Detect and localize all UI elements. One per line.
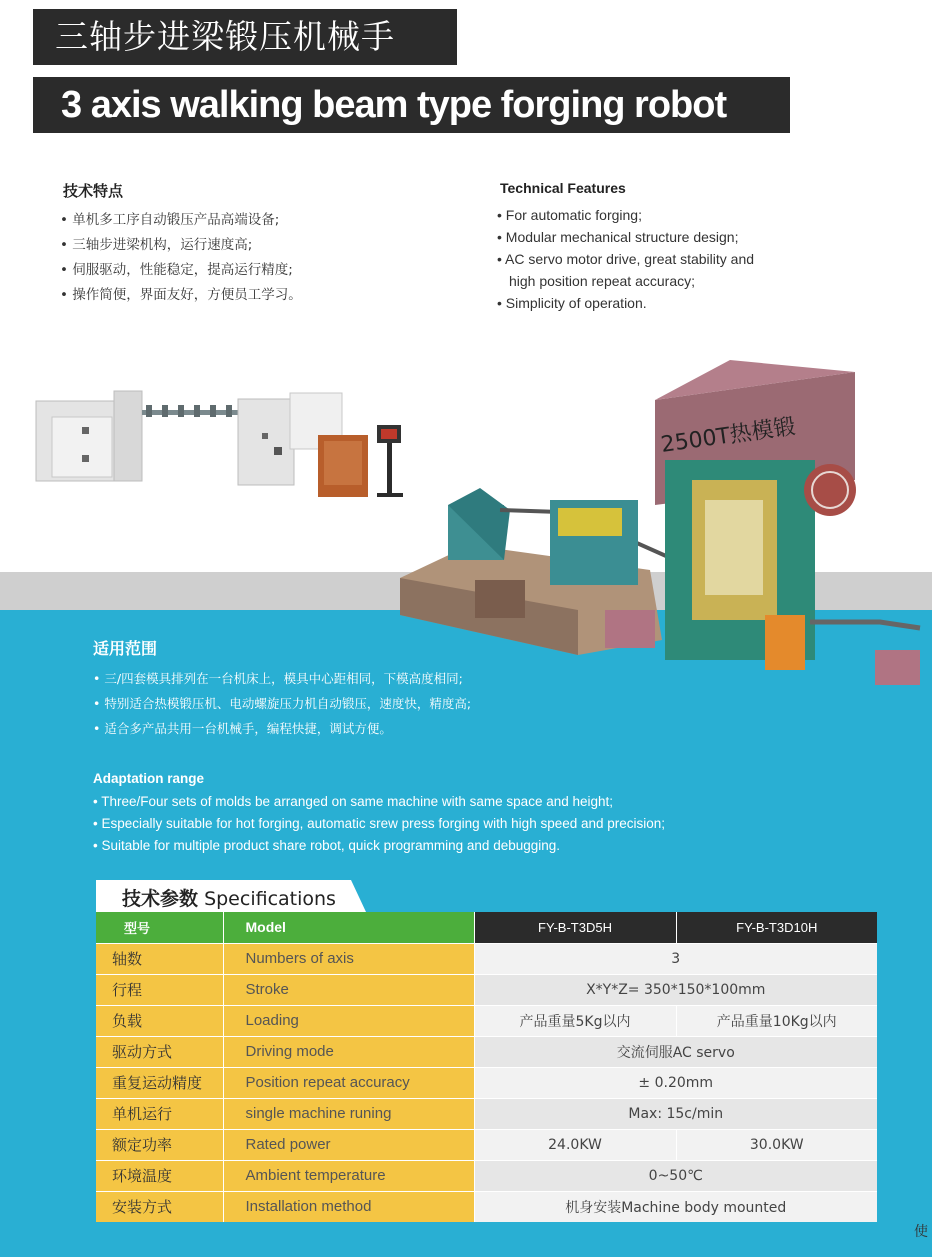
robot-line-illustration [34, 385, 414, 505]
row-value: ± 0.20mm [474, 1067, 877, 1098]
table-row [96, 974, 877, 1005]
row-key-en: Stroke [223, 974, 474, 1005]
table-row [96, 1129, 877, 1160]
header-model-1: FY-B-T3D5H [474, 912, 676, 943]
row-key-cn: 安装方式 [96, 1191, 223, 1222]
specs-title-en: Specifications [204, 888, 336, 910]
row-value: 机身安装Machine body mounted [474, 1191, 877, 1222]
features-cn-title: 技术特点 [63, 182, 124, 200]
page-title-en: 3 axis walking beam type forging robot [33, 77, 790, 133]
list-item: • AC servo motor drive, great stability and high position repeat accuracy; [497, 248, 759, 292]
specs-table [96, 912, 877, 1222]
press-label: 2500T热模锻 [659, 414, 797, 458]
features-en-title: Technical Features [500, 180, 626, 196]
list-item: • 特别适合热模锻压机、电动螺旋压力机自动锻压，速度快，精度高; [93, 691, 471, 716]
list-item: • Especially suitable for hot forging, automatic srew press forging with high speed and precision; [93, 813, 665, 835]
row-value-model-1: 24.0KW [474, 1129, 676, 1160]
table-row [96, 1005, 877, 1036]
adaptation-en-title: Adaptation range [93, 771, 205, 786]
list-item: • Simplicity of operation. [497, 292, 759, 314]
row-key-en: Position repeat accuracy [223, 1067, 474, 1098]
row-key-en: Driving mode [223, 1036, 474, 1067]
row-value: Max: 15c/min [474, 1098, 877, 1129]
list-item: • Three/Four sets of molds be arranged on same machine with same space and height; [93, 791, 665, 813]
table-row [96, 1191, 877, 1222]
list-item: • 三轴步进梁机构，运行速度高; [60, 233, 302, 258]
row-key-en: single machine runing [223, 1098, 474, 1129]
table-row [96, 943, 877, 974]
row-value: 3 [474, 943, 877, 974]
header-model-2: FY-B-T3D10H [676, 912, 877, 943]
list-item: • 单机多工序自动锻压产品高端设备; [60, 208, 302, 233]
list-item: • 三/四套模具排列在一台机床上，模具中心距相同，下模高度相同; [93, 666, 471, 691]
list-item: • Suitable for multiple product share robot, quick programming and debugging. [93, 835, 665, 857]
page-title-cn: 三轴步进梁锻压机械手 [33, 9, 457, 65]
row-key-cn: 驱动方式 [96, 1036, 223, 1067]
page-corner-mark: 使 [914, 1224, 928, 1240]
table-row [96, 1098, 877, 1129]
row-key-cn: 重复运动精度 [96, 1067, 223, 1098]
row-value-model-2: 产品重量10Kg以内 [676, 1005, 877, 1036]
row-key-cn: 环境温度 [96, 1160, 223, 1191]
row-key-cn: 行程 [96, 974, 223, 1005]
features-cn-list [60, 208, 302, 308]
table-header-row [96, 912, 877, 943]
adaptation-cn-list [93, 666, 471, 741]
specs-title-cn: 技术参数 [122, 888, 199, 910]
row-value: 交流伺服AC servo [474, 1036, 877, 1067]
row-key-cn: 轴数 [96, 943, 223, 974]
list-item: • 适合多产品共用一台机械手，编程快捷，调试方便。 [93, 716, 471, 741]
adaptation-en-list [93, 791, 665, 857]
table-row [96, 1067, 877, 1098]
list-item: • Modular mechanical structure design; [497, 226, 759, 248]
header-en: Model [223, 912, 474, 943]
specs-title [122, 884, 336, 911]
row-value: 0~50℃ [474, 1160, 877, 1191]
header-cn: 型号 [96, 912, 223, 943]
list-item: • For automatic forging; [497, 204, 759, 226]
row-key-cn: 负载 [96, 1005, 223, 1036]
row-key-en: Numbers of axis [223, 943, 474, 974]
row-key-en: Loading [223, 1005, 474, 1036]
row-value-model-1: 产品重量5Kg以内 [474, 1005, 676, 1036]
table-row [96, 1036, 877, 1067]
row-key-cn: 额定功率 [96, 1129, 223, 1160]
row-key-en: Ambient temperature [223, 1160, 474, 1191]
row-key-en: Rated power [223, 1129, 474, 1160]
row-key-cn: 单机运行 [96, 1098, 223, 1129]
row-value-model-2: 30.0KW [676, 1129, 877, 1160]
list-item: • 伺服驱动，性能稳定，提高运行精度; [60, 258, 302, 283]
adaptation-cn-title: 适用范围 [93, 639, 158, 658]
row-value: X*Y*Z= 350*150*100mm [474, 974, 877, 1005]
table-row [96, 1160, 877, 1191]
features-en-list [497, 204, 759, 314]
forging-press-illustration [400, 360, 930, 690]
row-key-en: Installation method [223, 1191, 474, 1222]
list-item: • 操作简便，界面友好，方便员工学习。 [60, 283, 302, 308]
